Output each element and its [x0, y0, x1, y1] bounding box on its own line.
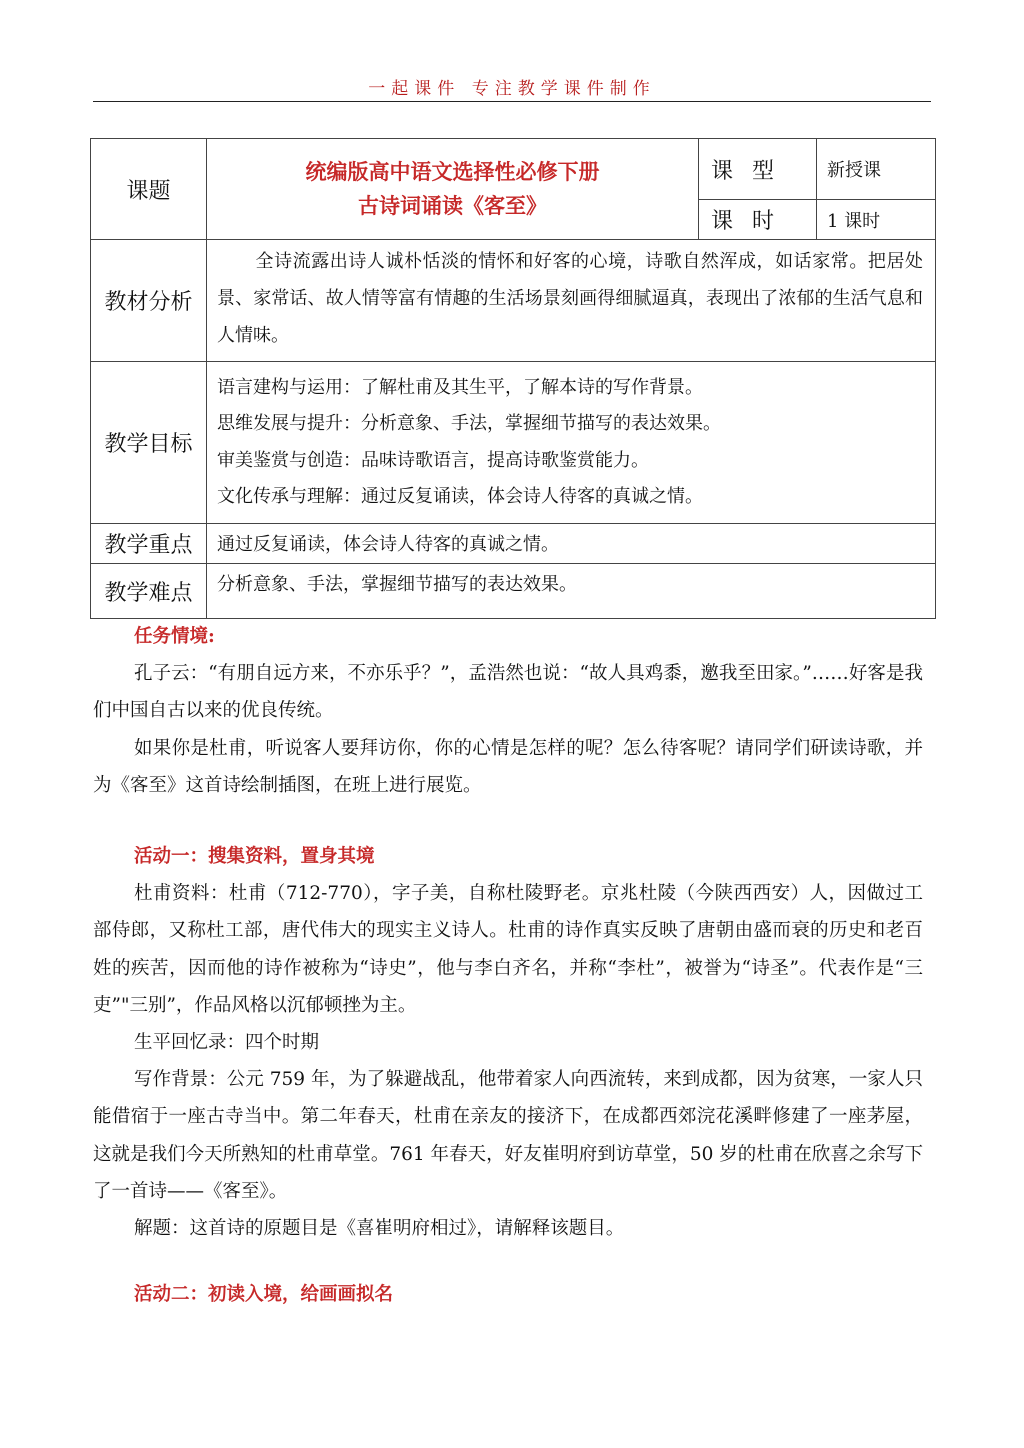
analysis-text: 全诗流露出诗人诚朴恬淡的情怀和好客的心境，诗歌自然浑成，如话家常。把居处景、家常话、故人情等富有情趣的生活场景刻画得细腻逼真，表现出了浓郁的生活气息和人情味。 [217, 251, 923, 346]
key-point-text: 通过反复诵读，体会诗人待客的真诚之情。 [207, 524, 936, 564]
activity-1-paragraph-2: 生平回忆录：四个时期 [134, 1032, 320, 1054]
lesson-title [207, 139, 699, 240]
hours-label: 课 时 [699, 200, 817, 240]
analysis-label: 教材分析 [91, 240, 207, 362]
difficulty-label: 教学难点 [91, 564, 207, 619]
task-paragraph-1: 孔子云：“有朋自远方来，不亦乐乎？”，孟浩然也说：“故人具鸡黍，邀我至田家。”……好客是我们中国自古以来的优良传统。 [93, 663, 923, 722]
task-section [93, 618, 923, 804]
lesson-plan-table [90, 138, 936, 619]
goals-label: 教学目标 [91, 362, 207, 524]
activity-1-section [93, 838, 923, 1247]
type-label: 课 型 [699, 139, 817, 200]
activity-2-heading: 活动二：初读入境，给画画拟名 [134, 1284, 394, 1305]
goal-item: 审美鉴赏与创造：品味诗歌语言，提高诗歌鉴赏能力。 [217, 449, 649, 471]
type-value: 新授课 [817, 139, 936, 200]
lesson-title-line1: 统编版高中语文选择性必修下册 [305, 159, 600, 184]
task-heading: 任务情境: [134, 626, 215, 647]
goals-cell [207, 362, 936, 524]
goal-item: 语言建构与运用：了解杜甫及其生平，了解本诗的写作背景。 [217, 376, 703, 398]
activity-1-heading: 活动一：搜集资料，置身其境 [134, 846, 375, 867]
activity-1-paragraph-3: 写作背景：公元 759 年，为了躲避战乱，他带着家人向西流转，来到成都，因为贫寒，一家人只能借宿于一座古寺当中。第二年春天，杜甫在亲友的接济下，在成都西郊浣花溪畔修建了一座茅屋，这就是我们今天所熟知的杜甫草堂。761 年春天，好友崔明府到访草堂，50 岁的杜甫在欣喜之余写下了一首诗——《客至》。 [93, 1069, 923, 1202]
activity-2-section [93, 1276, 923, 1313]
header-rule [93, 101, 931, 102]
page-header: 一起课件 专注教学课件制作 [368, 79, 656, 99]
hours-value: 1 课时 [817, 200, 936, 240]
lesson-title-line2: 古诗词诵读《客至》 [358, 193, 547, 218]
analysis-cell [207, 240, 936, 362]
key-point-label: 教学重点 [91, 524, 207, 564]
task-paragraph-2: 如果你是杜甫，听说客人要拜访你，你的心情是怎样的呢？怎么待客呢？请同学们研读诗歌，并为《客至》这首诗绘制插图，在班上进行展览。 [93, 737, 923, 796]
activity-1-paragraph-1: 杜甫资料：杜甫（712-770），字子美，自称杜陵野老。京兆杜陵（今陕西西安）人，因做过工部侍郎，又称杜工部，唐代伟大的现实主义诗人。杜甫的诗作真实反映了唐朝由盛而衰的历史和老百姓的疾苦，因而他的诗作被称为“诗史”，他与李白齐名，并称“李杜”，被誉为“诗圣”。代表作是“三吏”"三别”，作品风格以沉郁顿挫为主。 [93, 883, 923, 1016]
topic-label: 课题 [91, 139, 207, 240]
activity-1-paragraph-4: 解题：这首诗的原题目是《喜崔明府相过》，请解释该题目。 [134, 1218, 625, 1240]
goal-item: 思维发展与提升：分析意象、手法，掌握细节描写的表达效果。 [217, 413, 721, 434]
difficulty-text: 分析意象、手法，掌握细节描写的表达效果。 [207, 564, 936, 619]
goal-item: 文化传承与理解：通过反复诵读，体会诗人待客的真诚之情。 [217, 486, 703, 507]
